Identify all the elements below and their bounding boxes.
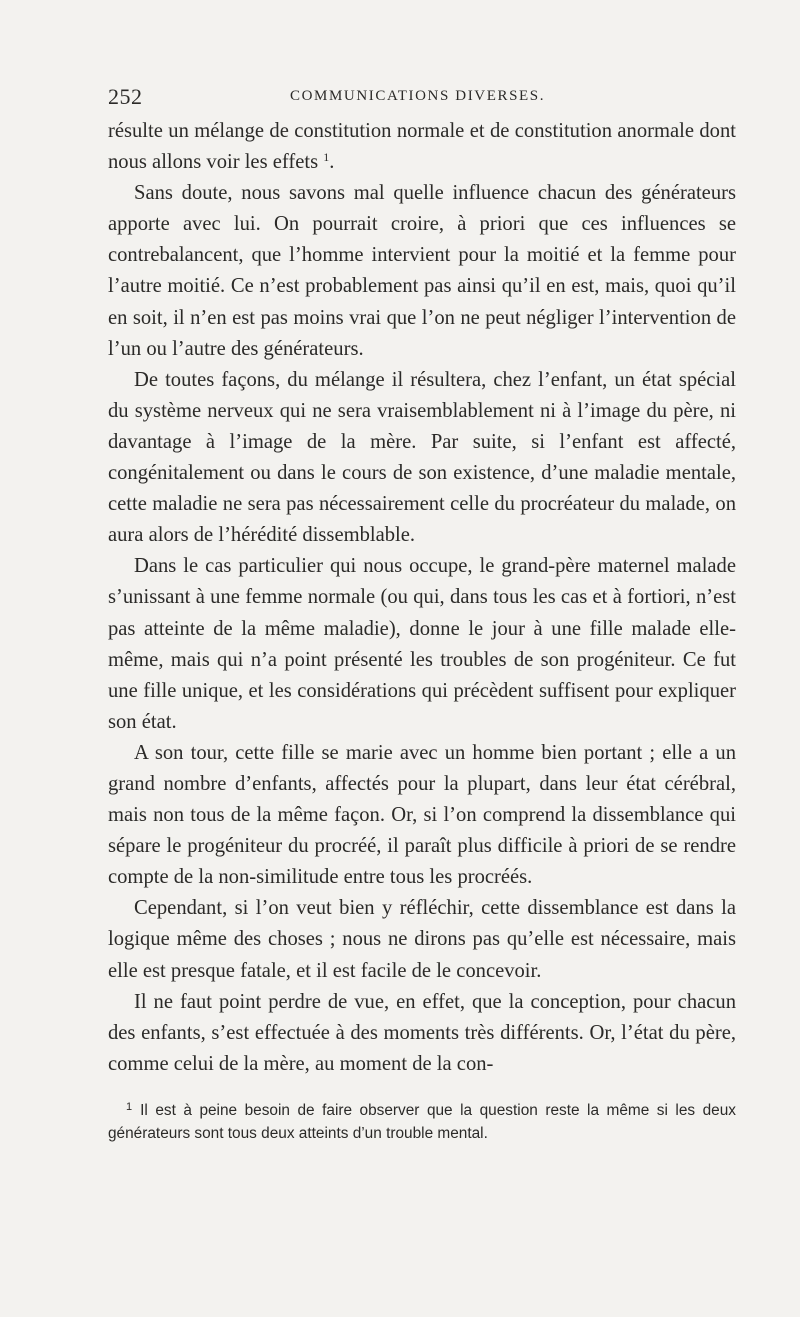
paragraph-end-punctuation: . [329,151,335,174]
paragraph-5: A son tour, cette fille se marie avec un homme bien portant ; elle a un grand nombre d’enfants, affectés pour la plupart, dans leur état cérébral, mais non tous de la même façon. Or, si l’on comprend la dissemblance qui sépare le progéniteur du procréé, il paraît plus difficile à priori de se rendre compte de la non-similitude entre tous les procréés. [108,741,736,889]
paragraph-text: résulte un mélange de constitution normale et de constitution anormale dont nous allons voir les effets [108,120,736,174]
paragraph-2: Sans doute, nous savons mal quelle influence chacun des générateurs apporte avec lui. On pourrait croire, à priori que ces influences se contrebalancent, que l’homme intervient pour la moitié et la femme pour l’autre moitié. Ce n’est probablement pas ainsi qu’il en est, mais, quoi qu’il en soit, il n’en est pas moins vrai que l’on ne peut négliger l’intervention de l’un ou l’autre des générateurs. [108,182,736,360]
paragraph-4: Dans le cas particulier qui nous occupe, le grand-père maternel malade s’unissant à une femme normale (ou qui, dans tous les cas et à fortiori, n’est pas atteinte de la même maladie), donne le jour à une fille malade elle-même, mais qui n’a point présenté les troubles de son progéniteur. Ce fut une fille unique, et les considérations qui précèdent suffisent pour expliquer son état. [108,555,736,733]
page-number: 252 [108,84,143,109]
paragraph-continued [108,116,736,178]
footnote-mark: 1 [126,1101,133,1113]
body-text [108,116,736,1080]
running-head-title: COMMUNICATIONS DIVERSES. [290,88,546,104]
footnote-reference: 1 [323,150,330,165]
footnote-1 [108,1096,736,1145]
running-head [108,84,738,110]
paragraph-7: Il ne faut point perdre de vue, en effet, que la conception, pour chacun des enfants, s’est effectuée à des moments très différents. Or, l’état du père, comme celui de la mère, au moment de la con- [108,990,736,1075]
footnotes [108,1096,736,1145]
paragraph-3: De toutes façons, du mélange il résultera, chez l’enfant, un état spécial du système nerveux qui ne sera vraisemblablement ni à l’image du père, ni davantage à l’image de la mère. Par suite, si l’enfant est affecté, congénitalement ou dans le cours de son existence, d’une maladie mentale, cette maladie ne sera pas nécessairement celle du procréateur du malade, on aura alors de l’hérédité dissemblable. [108,368,736,547]
paragraph-6: Cependant, si l’on veut bien y réfléchir, cette dissemblance est dans la logique même des choses ; nous ne dirons pas qu’elle est nécessaire, mais elle est presque fatale, et il est facile de le concevoir. [108,897,736,982]
footnote-text: Il est à peine besoin de faire observer que la question reste la même si les deux générateurs sont tous deux atteints d’un trouble mental. [108,1102,736,1142]
